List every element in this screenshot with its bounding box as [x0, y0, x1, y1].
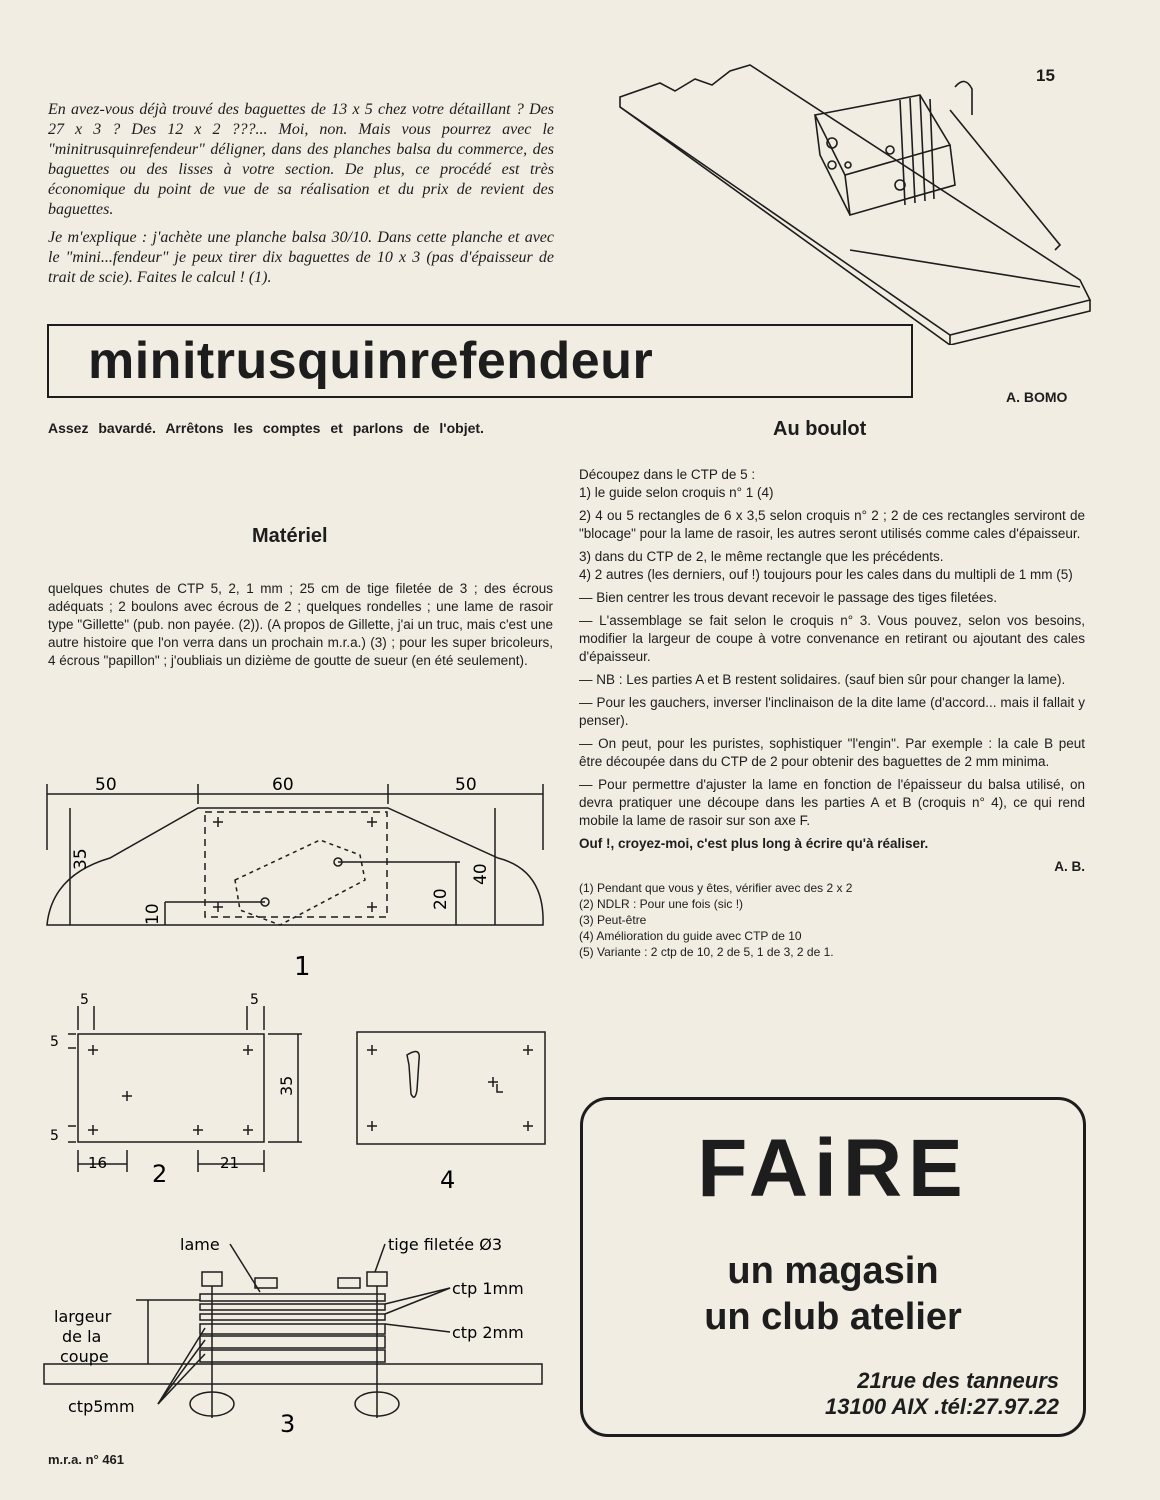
dim-35: 35	[277, 1075, 296, 1096]
label-ctp5: ctp5mm	[68, 1397, 135, 1416]
tool-illustration	[600, 55, 1100, 345]
drawing-4-label: 4	[440, 1166, 456, 1194]
author: A. BOMO	[1006, 389, 1068, 405]
article-title: minitrusquinrefendeur	[88, 332, 654, 390]
ad-brand: FAiRE	[697, 1123, 969, 1214]
drawing-2	[40, 990, 320, 1190]
closing-line: Ouf !, croyez-moi, c'est plus long à écrire qu'à réaliser.	[579, 836, 929, 851]
heading-au-boulot: Au boulot	[773, 418, 867, 440]
page-number: 15	[1036, 66, 1055, 85]
drawing-3	[40, 1228, 580, 1450]
footer-issue: m.r.a. n° 461	[48, 1452, 125, 1467]
ad-line-magasin: un magasin	[727, 1250, 939, 1292]
drawing-3-label: 3	[280, 1410, 296, 1438]
heading-materiel: Matériel	[252, 525, 328, 547]
lead-text: Assez bavardé. Arrêtons les comptes et parlons de l'objet.	[48, 420, 484, 436]
ad-address-city: 13100 AIX .tél:27.97.22	[824, 1394, 1059, 1419]
intro-text	[48, 100, 554, 296]
drawing-2-label: 2	[152, 1160, 168, 1188]
dim-21: 21	[220, 1154, 240, 1172]
boulot-paragraph: 3) dans du CTP de 2, le même rectangle que les précédents.	[579, 549, 944, 564]
boulot-paragraph: — NB : Les parties A et B restent solidaires. (sauf bien sûr pour changer la lame).	[579, 672, 1066, 687]
boulot-paragraph: 4) 2 autres (les derniers, ouf !) toujours pour les cales dans du multipli de 1 mm (5)	[579, 567, 1073, 582]
footnotes	[579, 880, 1085, 960]
dim-20: 20	[431, 888, 451, 910]
boulot-paragraph: Découpez dans le CTP de 5 :	[579, 467, 756, 482]
label-coupe: coupe	[60, 1347, 109, 1366]
ad-line-club: un club atelier	[704, 1296, 962, 1338]
footnote: (2) NDLR : Pour une fois (sic !)	[579, 897, 744, 911]
drawing-1	[40, 770, 560, 980]
footnote: (5) Variante : 2 ctp de 10, 2 de 5, 1 de 3, 2 de 1.	[579, 945, 834, 959]
dim-5-left-top: 5	[50, 1034, 59, 1050]
label-de-la: de la	[62, 1327, 102, 1346]
label-lame: lame	[180, 1235, 220, 1254]
dim-5-top-left: 5	[80, 992, 89, 1008]
footnote: (4) Amélioration du guide avec CTP de 10	[579, 929, 802, 943]
intro-paragraph: En avez-vous déjà trouvé des baguettes de 13 x 5 chez votre détaillant ? Des 27 x 3 ? Des 12 x 2 ???... Moi, non. Mais vous pourrez avec le "minitrusquinrefendeur" déligner, dans des planches balsa du commerce, des baguettes ou des lisses à votre section. De plus, ce procédé est très économique du point de vue de sa réalisation et du prix de revient des baguettes.	[48, 101, 554, 218]
boulot-paragraph: — L'assemblage se fait selon le croquis n° 3. Vous pouvez, selon vos besoins, modifier la largeur de coupe à votre convenance en retirant ou ajoutant des cales d'épaisseur.	[579, 613, 1085, 664]
drawing-1-label: 1	[294, 952, 311, 980]
dim-60: 60	[272, 775, 294, 795]
boulot-paragraph: — Pour permettre d'ajuster la lame en fonction de l'épaisseur du balsa utilisé, on devra pratiquer une découpe dans les parties A et B (croquis n° 4), ce qui rend mobile la lame de rasoir sur son axe F.	[579, 777, 1085, 828]
label-ctp2: ctp 2mm	[452, 1323, 524, 1342]
intro-paragraph: Je m'explique : j'achète une planche balsa 30/10. Dans cette planche et avec le "mini...fendeur" je peux tirer dix baguettes de 10 x 3 (pas d'épaisseur de trait de scie). Faites le calcul ! (1).	[48, 229, 554, 286]
signoff: A. B.	[1054, 859, 1085, 874]
boulot-paragraph: — On peut, pour les puristes, sophistiquer "l'engin". Par exemple : la cale B peut être découpée dans du CTP de 2 pour obtenir des baguettes de 2 mm minima.	[579, 736, 1085, 769]
ad-faire	[580, 1097, 1086, 1437]
dim-50-right: 50	[455, 775, 477, 795]
dim-5-left-bottom: 5	[50, 1128, 59, 1144]
dim-35: 35	[71, 848, 91, 870]
drawing-4	[345, 1020, 560, 1195]
boulot-paragraph: 1) le guide selon croquis n° 1 (4)	[579, 485, 774, 500]
dim-50-left: 50	[95, 775, 117, 795]
label-tige: tige filetée Ø3	[388, 1235, 502, 1254]
dim-10: 10	[143, 903, 163, 925]
footnote: (3) Peut-être	[579, 913, 647, 927]
footnote: (1) Pendant que vous y êtes, vérifier avec des 2 x 2	[579, 881, 853, 895]
dim-40: 40	[471, 863, 491, 885]
label-largeur: largeur	[54, 1307, 112, 1326]
dim-5-top-right: 5	[250, 992, 259, 1008]
materiel-text: quelques chutes de CTP 5, 2, 1 mm ; 25 cm de tige filetée de 3 ; des écrous adéquats ; 2 boulons avec écrous de 2 ; quelques rondelles ; une lame de rasoir type "Gillette" (pub. non payée. (2)). (A propos de Gillette, j'ai un truc, mais c'est une autre histoire que l'on verra dans un prochain m.r.a.) (3) ; pour les super bricoleurs, 4 écrous "papillon" ; j'oubliais un dizième de goutte de sueur (en été seulement).	[48, 581, 553, 668]
dim-16: 16	[88, 1154, 108, 1172]
boulot-paragraph: — Bien centrer les trous devant recevoir le passage des tiges filetées.	[579, 590, 997, 605]
label-ctp1: ctp 1mm	[452, 1279, 524, 1298]
boulot-paragraph: 2) 4 ou 5 rectangles de 6 x 3,5 selon croquis n° 2 ; 2 de ces rectangles serviront de "blocage" pour la lame de rasoir, les autres seront utilisés comme cales d'épaisseur.	[579, 508, 1085, 541]
boulot-paragraph: — Pour les gauchers, inverser l'inclinaison de la dite lame (d'accord... mais il fallait y penser).	[579, 695, 1085, 728]
ad-address-street: 21rue des tanneurs	[857, 1368, 1059, 1393]
boulot-column	[579, 466, 1085, 960]
